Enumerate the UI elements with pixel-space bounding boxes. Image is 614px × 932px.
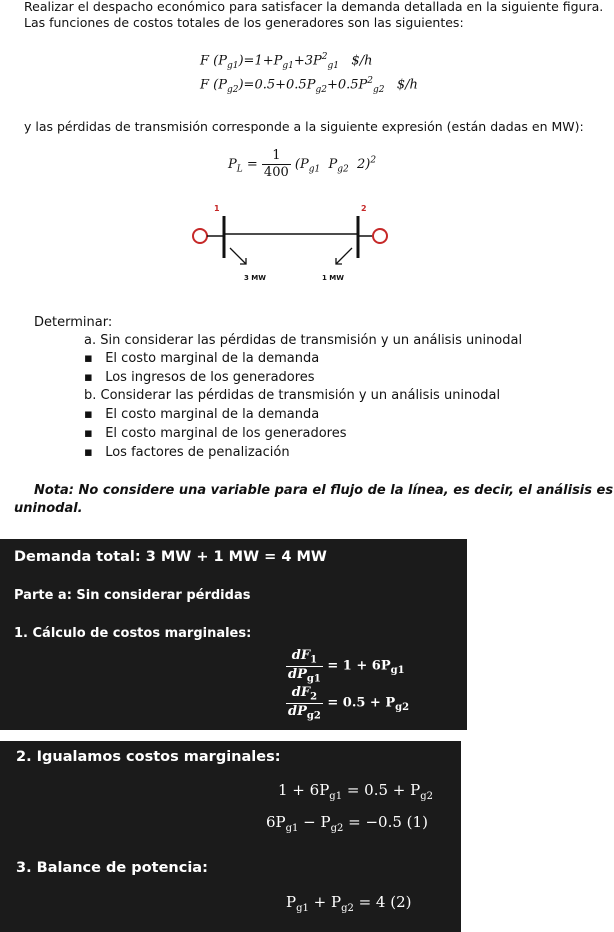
marginal-cost-2: $\frac{dF_2}{dP_{g2}}$ = $0.5 + P_{g2}$: [288, 685, 410, 722]
list-item: ▪ El costo marginal de la demanda: [84, 351, 320, 366]
part-a-heading: Parte a: Sin considerar pérdidas: [14, 588, 251, 603]
generator-1-icon: [193, 229, 207, 243]
losses-equation: $P_L$ = $\frac{1}{400}$ ($P_{g1}$ $P_{g2}$ 2)$^2$: [228, 148, 377, 180]
generator-2-icon: [373, 229, 387, 243]
task-a: a. Sin considerar las pérdidas de transmisión y un análisis uninodal: [84, 333, 523, 348]
load-2-arrow: [336, 248, 352, 264]
load-2-label: 1 MW: [322, 274, 344, 282]
task-b: b. Considerar las pérdidas de transmisión y un análisis uninodal: [84, 388, 501, 403]
step-2-heading: 2. Igualamos costos marginales:: [16, 749, 281, 765]
equation-1: $6P_{g1} - P_{g2} = -0.5$ (1): [266, 813, 428, 834]
cost-function-2: F $(P_{g2})=0.5+0.5P_{g2}+0.5P^2_{g2}$ $/h: [200, 76, 418, 95]
load-1-arrow: [230, 248, 246, 264]
intro-line-2: Las funciones de costos totales de los generadores son las siguientes:: [24, 15, 464, 30]
list-item: ▪ Los factores de penalización: [84, 445, 290, 460]
task-a-list: [84, 349, 319, 387]
note-line-1: Nota: No considere una variable para el flujo de la línea, es decir, el análisis es: [34, 483, 614, 498]
step-3-heading: 3. Balance de potencia:: [16, 860, 208, 876]
equality-equation: $1 + 6P_{g1} = 0.5 + P_{g2}$: [278, 781, 433, 802]
step-1-heading: 1. Cálculo de costos marginales:: [14, 626, 252, 641]
marginal-cost-1: $\frac{dF_1}{dP_{g1}}$ = $1 + 6P_{g1}$: [288, 648, 405, 685]
list-item: ▪ El costo marginal de la demanda: [84, 407, 320, 422]
note-line-2: uninodal.: [14, 501, 83, 516]
bus-1-label: 1: [214, 204, 220, 213]
intro-line-1: Realizar el despacho económico para satisfacer la demanda detallada en la siguiente figura.: [24, 0, 604, 14]
task-b-list: [84, 405, 346, 462]
tasks-title: Determinar:: [34, 315, 113, 330]
bus-2-label: 2: [361, 204, 367, 213]
solution-panel-1: [0, 539, 467, 730]
list-item: ▪ El costo marginal de los generadores: [84, 426, 347, 441]
solution-panel-2: [0, 741, 461, 932]
load-1-label: 3 MW: [244, 274, 266, 282]
losses-text: y las pérdidas de transmisión corresponde a la siguiente expresión (están dadas en MW):: [24, 119, 584, 134]
demand-heading: Demanda total: 3 MW + 1 MW = 4 MW: [14, 549, 327, 565]
list-item: ▪ Los ingresos de los generadores: [84, 370, 315, 385]
cost-function-1: F $(P_{g1})=1+P_{g1}+3P^2_{g1}$ $/h: [200, 52, 373, 71]
one-line-diagram: [180, 200, 410, 290]
equation-2: $P_{g1} + P_{g2} = 4$ (2): [286, 893, 412, 914]
